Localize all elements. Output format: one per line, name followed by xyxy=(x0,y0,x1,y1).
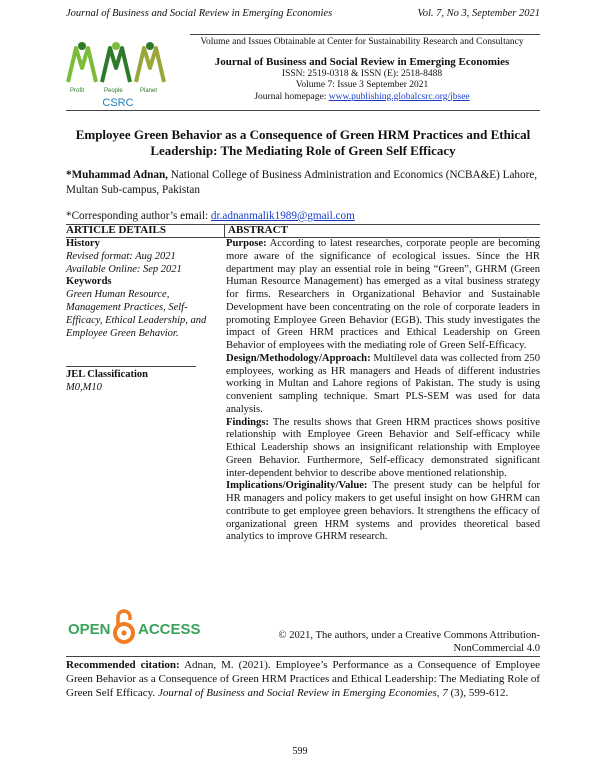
implications-text: The present study can be helpful for HR managers and policy makers to get useful insight on how GHRM can contribute to get employee green behaviors. It strengthens the efficacy of organizational green HRM systems and provides theoretical based analytics to improve GHRM research. xyxy=(226,480,540,543)
license-text: © 2021, The authors, under a Creative Commons Attribution-NonCommercial 4.0 xyxy=(278,630,540,654)
abstract-design xyxy=(226,353,540,417)
author-affiliation: National College of Business Administration and Economics (NCBA&E) Lahore, Multan Sub-campus, Pakistan xyxy=(66,169,538,196)
findings-text: The results shows that Green HRM practices shows positive relationship with Employee Green Behavior and Self-efficacy while Ethical Leadership shows an insignificant relationship with Employee Green Behavior. Furthermore, Self-efficacy demonstrated significant inter-dependent behvior to describe above mentioned relationship. xyxy=(226,416,540,479)
running-header-journal: Journal of Business and Social Review in Emerging Economies xyxy=(66,8,333,19)
email-label: *Corresponding author’s email: xyxy=(66,210,211,222)
paper-title: Employee Green Behavior as a Consequence of Green HRM Practices and Ethical Leadership: The Mediating Role of Green Self Efficacy xyxy=(75,127,531,158)
running-header-volume: Vol. 7, No 3, September 2021 xyxy=(417,8,540,19)
available-date: Available Online: Sep 2021 xyxy=(66,263,182,275)
publisher-info xyxy=(190,37,534,103)
volume-issue: Volume 7: Issue 3 September 2021 xyxy=(295,80,429,90)
jel-heading: JEL Classification xyxy=(66,369,148,380)
journal-name: Journal of Business and Social Review in Emerging Economies xyxy=(214,55,510,68)
homepage xyxy=(190,92,534,104)
header-rule-top xyxy=(190,34,540,35)
logo-label-planet: Planet xyxy=(140,88,158,94)
revised-date: Revised format: Aug 2021 xyxy=(66,250,176,262)
citation-label: Recommended citation: xyxy=(66,659,180,671)
page-number: 599 xyxy=(292,746,308,757)
keywords-heading: Keywords xyxy=(66,276,112,288)
jel-codes: M0,M10 xyxy=(66,381,102,393)
abstract-body xyxy=(226,238,540,544)
purpose-label: Purpose: xyxy=(226,238,267,249)
abstract-heading: ABSTRACT xyxy=(228,224,288,236)
keywords: Green Human Resource, Management Practices, Self-Efficacy, Ethical Leadership, and Employee Green Behavior. xyxy=(66,289,207,339)
jel-block xyxy=(66,369,222,395)
findings-label: Findings: xyxy=(226,416,269,428)
abstract-findings xyxy=(226,417,540,481)
citation-rule xyxy=(66,656,540,657)
csrc-logo-graphic xyxy=(62,38,174,110)
recommended-citation xyxy=(66,658,540,700)
logo-label-people: People xyxy=(104,88,123,94)
open-access-lock-icon xyxy=(66,608,211,644)
purpose-text: According to latest researches, corporate people are becoming more aware of the significance of ecological issues. Since the HR department may play an essential role in being “Green”, GHRM (Green Human Resource Management) has emerged as a vital business strategy for firms. Researchers in Organizational Behavior and Sustainable Development have been concentrating on the role of corporate leaders in promoting Employee Green Behavior (EGB). This study investigates the impact of Green HRM practices and Ethical Leadership on Green Behavior of employees with the mediating role of Green Self-Efficacy. xyxy=(226,238,540,351)
csrc-logo xyxy=(62,38,174,110)
article-details-heading: ARTICLE DETAILS xyxy=(66,224,166,236)
open-access-logo xyxy=(66,608,211,644)
homepage-label: Journal homepage: xyxy=(254,91,329,102)
design-text: Multilevel data was collected from 250 employees, working as HR managers and Heads of different industries working in Multan and Lahore regions of Pakistan. The study is using convenient sampling technique. Smart PLS-SEM was used for data analysis. xyxy=(226,352,540,415)
publisher-line: Volume and Issues Obtainable at Center for Sustainability Research and Consultancy xyxy=(200,37,524,47)
logo-label-profit: Profit xyxy=(70,88,85,94)
header-rule-bottom xyxy=(66,110,540,111)
design-label: Design/Methodology/Approach: xyxy=(226,352,371,364)
column-divider xyxy=(224,224,225,238)
logo-name: CSRC xyxy=(102,97,134,109)
open-word: OPEN xyxy=(68,621,111,638)
email-link[interactable]: dr.adnanmalik1989@gmail.com xyxy=(210,210,355,222)
homepage-link[interactable]: www.publishing.globalcsrc.org/jbsee xyxy=(328,91,470,102)
citation-journal: Journal of Business and Social Review in Emerging Economies, 7 xyxy=(157,687,448,699)
citation-text: Adnan, M. (2021). Employee’s Performance as a Consequence of Employee Green Behavior as a Consequence of Green HRM Practices and Ethical Leadership: The Mediating Role of Green Self Efficacy. xyxy=(66,659,540,699)
article-details xyxy=(66,238,222,340)
issn: ISSN: 2519-0318 & ISSN (E): 2518-8488 xyxy=(281,68,443,79)
citation-pages: (3), 599-612. xyxy=(447,687,509,699)
history-heading: History xyxy=(66,238,100,249)
corresponding-email xyxy=(66,210,355,222)
abstract-implications xyxy=(226,480,540,544)
implications-label: Implications/Originality/Value: xyxy=(226,480,368,492)
author-name: *Muhammad Adnan, xyxy=(66,169,168,181)
jel-rule xyxy=(66,366,196,367)
access-word: ACCESS xyxy=(138,621,201,638)
author-block xyxy=(66,168,540,198)
abstract-purpose xyxy=(226,238,540,353)
